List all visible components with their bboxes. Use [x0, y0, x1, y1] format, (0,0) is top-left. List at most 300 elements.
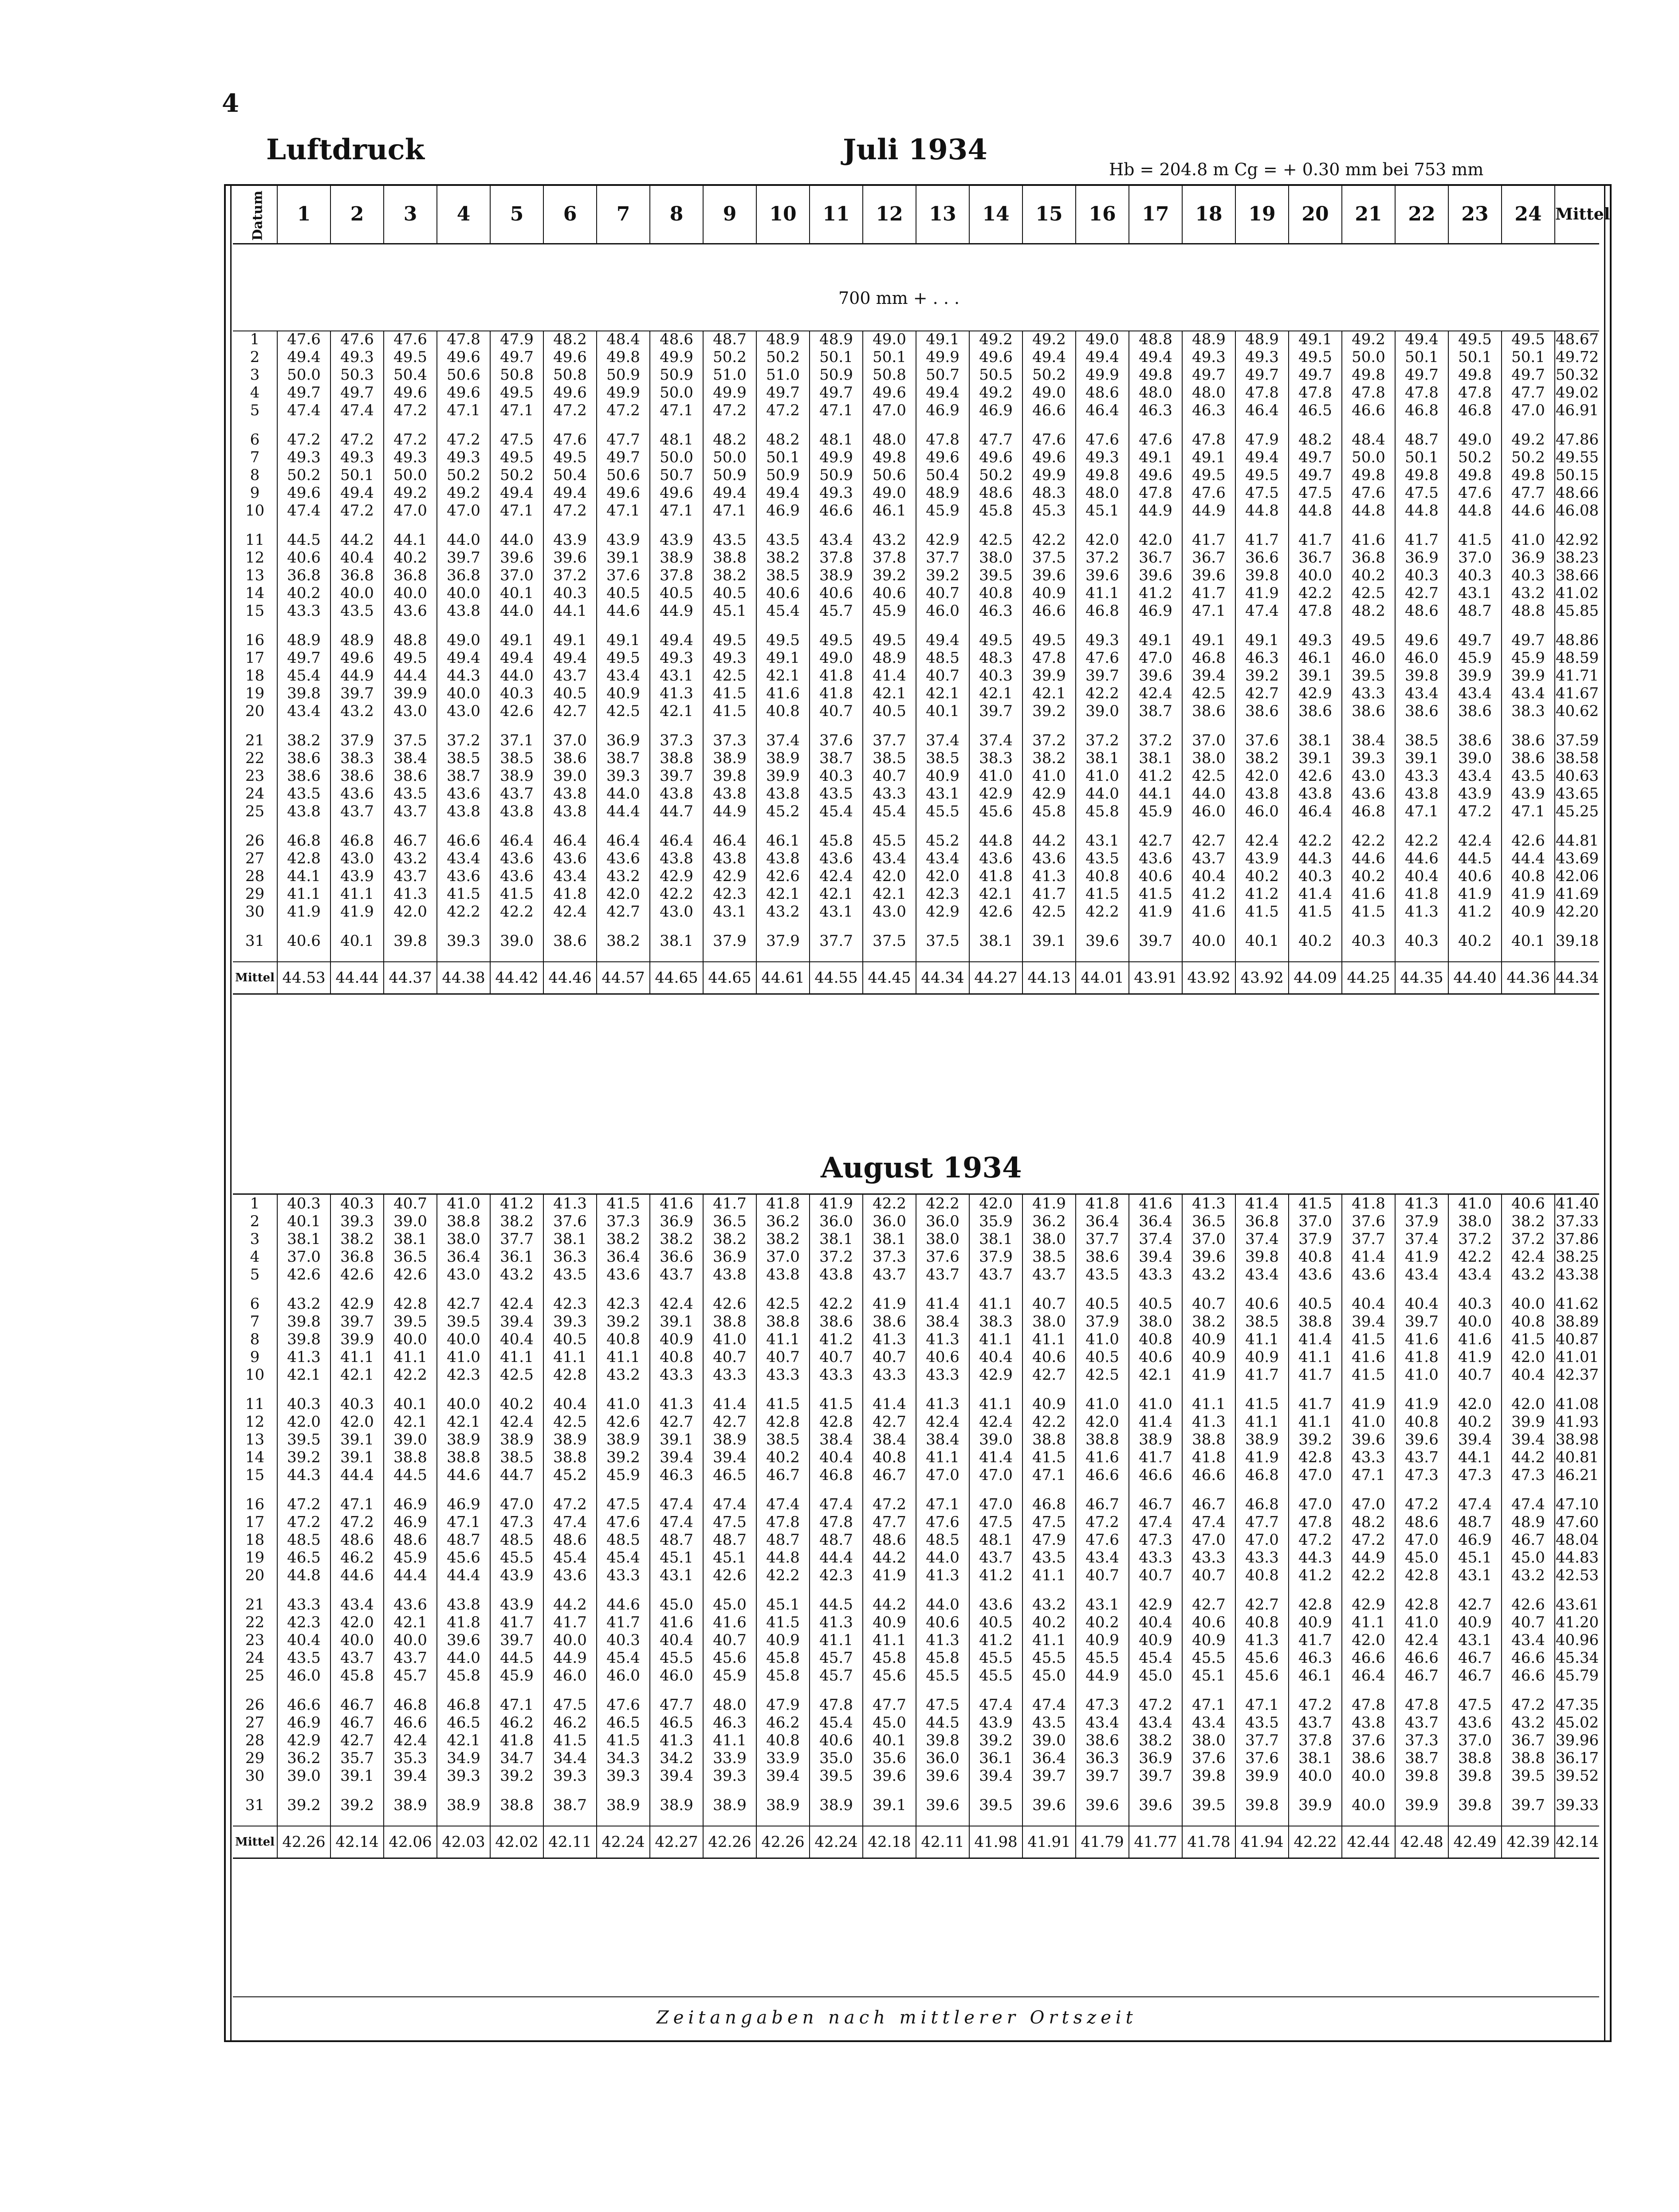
pressure-cell: 36.9	[703, 1248, 756, 1266]
pressure-cell: 38.7	[1129, 702, 1182, 720]
pressure-cell: 42.4	[1448, 832, 1502, 850]
pressure-cell: 40.2	[1448, 932, 1502, 950]
pressure-cell: 47.0	[1395, 1531, 1448, 1549]
hourly-mean-cell: 42.02	[490, 1826, 543, 1858]
gap-cell	[233, 1384, 277, 1395]
pressure-cell: 43.8	[810, 1266, 863, 1283]
pressure-cell: 48.2	[703, 431, 756, 449]
gap-cell	[1182, 1484, 1235, 1496]
pressure-cell: 51.0	[756, 366, 810, 384]
pressure-cell: 43.8	[1342, 1714, 1395, 1732]
pressure-cell: 36.7	[1129, 549, 1182, 567]
gap-cell	[916, 1283, 969, 1295]
pressure-cell: 36.8	[330, 567, 384, 584]
pressure-cell: 42.8	[277, 850, 330, 867]
pressure-cell: 37.6	[1235, 1749, 1289, 1767]
pressure-cell: 41.7	[1289, 1366, 1342, 1384]
gap-cell	[233, 950, 277, 962]
gap-cell	[330, 820, 384, 832]
pressure-cell: 43.7	[916, 1266, 969, 1283]
gap-cell	[1182, 1584, 1235, 1596]
pressure-cell: 38.1	[969, 932, 1022, 950]
pressure-cell: 40.9	[916, 767, 969, 785]
pressure-cell: 38.7	[1395, 1749, 1448, 1767]
pressure-cell: 38.6	[1448, 732, 1502, 749]
pressure-cell: 47.1	[1182, 602, 1235, 620]
gap-cell	[650, 921, 703, 932]
pressure-cell: 45.1	[1448, 1549, 1502, 1567]
pressure-cell: 49.4	[1022, 348, 1076, 366]
gap-cell	[650, 950, 703, 962]
pressure-cell: 44.4	[597, 803, 650, 820]
pressure-cell: 38.0	[1448, 1212, 1502, 1230]
pressure-cell: 49.3	[384, 449, 437, 466]
pressure-cell: 49.2	[1502, 431, 1555, 449]
daily-mean-cell: 47.86	[1555, 431, 1599, 449]
pressure-cell: 45.7	[810, 1667, 863, 1685]
pressure-cell: 38.2	[1502, 1212, 1555, 1230]
pressure-cell: 49.3	[330, 348, 384, 366]
pressure-cell: 41.6	[1395, 1330, 1448, 1348]
pressure-cell: 42.2	[1076, 685, 1129, 702]
pressure-cell: 48.7	[1395, 431, 1448, 449]
pressure-cell: 49.6	[1129, 466, 1182, 484]
pressure-cell: 45.1	[756, 1596, 810, 1614]
daily-mean-cell: 45.02	[1555, 1714, 1599, 1732]
pressure-cell: 40.6	[277, 932, 330, 950]
table-row	[233, 1330, 1599, 1348]
table-row	[233, 384, 1599, 401]
pressure-cell: 42.4	[1395, 1631, 1448, 1649]
pressure-cell: 41.0	[1022, 767, 1076, 785]
pressure-cell: 42.4	[1129, 685, 1182, 702]
gap-cell	[330, 1685, 384, 1696]
pressure-cell: 43.0	[384, 702, 437, 720]
gap-cell	[437, 1584, 490, 1596]
gap-cell	[1448, 1484, 1502, 1496]
pressure-cell: 48.1	[650, 431, 703, 449]
pressure-cell: 40.9	[1022, 1395, 1076, 1413]
pressure-cell: 49.8	[597, 348, 650, 366]
gap-cell	[1235, 1283, 1289, 1295]
pressure-cell: 49.8	[1342, 366, 1395, 384]
day-cell: 29	[245, 885, 265, 903]
gap-cell	[810, 1785, 863, 1796]
pressure-cell: 41.6	[1342, 885, 1395, 903]
pressure-cell: 40.4	[650, 1631, 703, 1649]
hourly-mean-cell: 42.06	[384, 1826, 437, 1858]
pressure-cell: 45.1	[1182, 1667, 1235, 1685]
pressure-cell: 47.8	[756, 1513, 810, 1531]
pressure-cell: 38.2	[1182, 1313, 1235, 1330]
pressure-cell: 38.9	[384, 1796, 437, 1814]
pressure-cell: 49.7	[330, 384, 384, 401]
pressure-cell: 43.3	[1342, 685, 1395, 702]
pressure-cell: 49.7	[1395, 366, 1448, 384]
pressure-cell: 48.6	[330, 1531, 384, 1549]
gap-cell	[597, 950, 650, 962]
pressure-cell: 40.4	[810, 1448, 863, 1466]
pressure-cell: 45.9	[916, 502, 969, 520]
pressure-cell: 40.3	[1448, 1295, 1502, 1313]
gap-cell	[1022, 1384, 1076, 1395]
august-data-table	[233, 1195, 1599, 1859]
pressure-cell: 40.5	[1076, 1295, 1129, 1313]
pressure-cell: 44.8	[969, 832, 1022, 850]
pressure-cell: 47.2	[384, 431, 437, 449]
pressure-cell: 36.8	[277, 567, 330, 584]
pressure-cell: 38.0	[969, 549, 1022, 567]
pressure-cell: 45.6	[1235, 1667, 1289, 1685]
gap-cell	[810, 1484, 863, 1496]
pressure-cell: 44.3	[1289, 1549, 1342, 1567]
pressure-cell: 38.8	[437, 1448, 490, 1466]
pressure-cell: 39.1	[330, 1767, 384, 1785]
pressure-cell: 50.4	[384, 366, 437, 384]
gap-cell	[1395, 720, 1448, 732]
pressure-cell: 43.7	[969, 1549, 1022, 1567]
pressure-cell: 47.3	[1502, 1466, 1555, 1484]
pressure-cell: 40.8	[863, 1448, 916, 1466]
pressure-cell: 37.2	[543, 567, 597, 584]
gap-cell	[543, 1685, 597, 1696]
daily-mean-cell: 45.79	[1555, 1667, 1599, 1685]
daily-mean-cell: 36.17	[1555, 1749, 1599, 1767]
gap-cell	[233, 921, 277, 932]
pressure-cell: 44.4	[330, 1466, 384, 1484]
gap-cell	[490, 950, 543, 962]
pressure-cell: 43.3	[650, 1366, 703, 1384]
pressure-cell: 42.4	[650, 1295, 703, 1313]
gap-cell	[650, 1814, 703, 1826]
daily-mean-cell: 48.67	[1555, 331, 1599, 348]
pressure-cell: 39.4	[490, 1313, 543, 1330]
pressure-cell: 47.4	[1502, 1496, 1555, 1513]
table-row	[233, 366, 1599, 384]
pressure-cell: 38.1	[810, 1230, 863, 1248]
pressure-cell: 49.5	[863, 631, 916, 649]
pressure-cell: 49.8	[1395, 466, 1448, 484]
pressure-cell: 46.1	[756, 832, 810, 850]
pressure-cell: 39.5	[384, 1313, 437, 1330]
pressure-cell: 41.5	[1022, 1448, 1076, 1466]
pressure-cell: 41.0	[1448, 1195, 1502, 1212]
gap-cell	[1555, 1484, 1599, 1496]
gap-cell	[1182, 1785, 1235, 1796]
gap-cell	[543, 1283, 597, 1295]
daily-mean-cell: 41.08	[1555, 1395, 1599, 1413]
pressure-cell: 38.5	[756, 567, 810, 584]
table-row	[233, 549, 1599, 567]
pressure-cell: 49.5	[490, 449, 543, 466]
pressure-cell: 46.8	[1235, 1496, 1289, 1513]
pressure-cell: 37.7	[916, 549, 969, 567]
pressure-cell: 49.3	[810, 484, 863, 502]
day-cell: 11	[245, 1395, 265, 1413]
pressure-cell: 36.6	[650, 1248, 703, 1266]
pressure-cell: 39.8	[1448, 1767, 1502, 1785]
pressure-cell: 41.2	[1129, 767, 1182, 785]
pressure-cell: 47.1	[1022, 1466, 1076, 1484]
pressure-cell: 39.2	[969, 1732, 1022, 1749]
pressure-cell: 49.4	[437, 649, 490, 667]
pressure-cell: 49.5	[1022, 631, 1076, 649]
pressure-cell: 37.5	[916, 932, 969, 950]
gap-cell	[863, 1785, 916, 1796]
gap-cell	[597, 1484, 650, 1496]
pressure-cell: 46.6	[1022, 401, 1076, 419]
pressure-cell: 46.5	[597, 1714, 650, 1732]
pressure-cell: 40.5	[597, 584, 650, 602]
pressure-cell: 44.6	[437, 1466, 490, 1484]
pressure-cell: 39.6	[1076, 932, 1129, 950]
pressure-cell: 40.8	[1076, 867, 1129, 885]
day-cell: 6	[250, 431, 260, 449]
pressure-cell: 36.6	[1235, 549, 1289, 567]
gap-cell	[1502, 1384, 1555, 1395]
table-row	[233, 1248, 1599, 1266]
pressure-cell: 42.7	[1182, 1596, 1235, 1614]
pressure-cell: 40.3	[969, 667, 1022, 685]
pressure-cell: 44.3	[437, 667, 490, 685]
pressure-cell: 43.3	[277, 602, 330, 620]
daily-mean-cell: 43.69	[1555, 850, 1599, 867]
pressure-cell: 44.8	[1395, 502, 1448, 520]
pressure-cell: 46.4	[1235, 401, 1289, 419]
pressure-cell: 47.2	[330, 1513, 384, 1531]
pressure-cell: 43.6	[810, 850, 863, 867]
hourly-mean-cell: 42.44	[1342, 1826, 1395, 1858]
pressure-cell: 42.2	[810, 1295, 863, 1313]
pressure-cell: 41.1	[969, 1395, 1022, 1413]
pressure-cell: 41.6	[1182, 903, 1235, 921]
pressure-cell: 42.8	[1289, 1596, 1342, 1614]
pressure-cell: 47.2	[756, 401, 810, 419]
row-gap	[233, 921, 1599, 932]
pressure-cell: 37.9	[1076, 1313, 1129, 1330]
pressure-cell: 47.8	[437, 331, 490, 348]
pressure-cell: 41.3	[650, 685, 703, 702]
pressure-cell: 48.4	[1342, 431, 1395, 449]
pressure-cell: 49.6	[969, 449, 1022, 466]
pressure-cell: 43.6	[490, 867, 543, 885]
hourly-mean-cell: 41.94	[1235, 1826, 1289, 1858]
pressure-cell: 39.7	[490, 1631, 543, 1649]
hour-header: 15	[1022, 185, 1076, 244]
hourly-mean-cell: 41.98	[969, 1826, 1022, 1858]
pressure-cell: 43.5	[1235, 1714, 1289, 1732]
pressure-cell: 41.3	[1182, 1195, 1235, 1212]
pressure-cell: 39.3	[437, 1767, 490, 1785]
pressure-cell: 48.8	[1502, 602, 1555, 620]
pressure-cell: 49.7	[1235, 366, 1289, 384]
gap-cell	[810, 419, 863, 431]
pressure-cell: 38.9	[1235, 1431, 1289, 1448]
gap-cell	[916, 1484, 969, 1496]
pressure-cell: 43.6	[1129, 850, 1182, 867]
pressure-cell: 40.7	[863, 767, 916, 785]
gap-cell	[756, 1785, 810, 1796]
pressure-cell: 41.8	[810, 667, 863, 685]
gap-cell	[1022, 520, 1076, 531]
pressure-cell: 37.6	[1342, 1732, 1395, 1749]
pressure-cell: 38.5	[863, 749, 916, 767]
pressure-cell: 38.0	[1182, 1732, 1235, 1749]
pressure-cell: 50.7	[650, 466, 703, 484]
gap-cell	[969, 1785, 1022, 1796]
pressure-cell: 43.4	[1395, 1266, 1448, 1283]
pressure-cell: 42.6	[703, 1295, 756, 1313]
pressure-cell: 37.8	[810, 549, 863, 567]
pressure-cell: 40.8	[1129, 1330, 1182, 1348]
gap-cell	[1289, 921, 1342, 932]
pressure-cell: 38.5	[1395, 732, 1448, 749]
pressure-cell: 40.1	[916, 702, 969, 720]
pressure-cell: 40.5	[1076, 1348, 1129, 1366]
daily-mean-cell: 45.25	[1555, 803, 1599, 820]
pressure-cell: 46.2	[490, 1714, 543, 1732]
gap-cell	[1022, 820, 1076, 832]
pressure-cell: 50.0	[277, 366, 330, 384]
pressure-cell: 49.5	[1289, 348, 1342, 366]
gap-cell	[277, 1484, 330, 1496]
pressure-cell: 40.4	[1395, 1295, 1448, 1313]
pressure-cell: 43.1	[1076, 832, 1129, 850]
pressure-cell: 40.3	[1342, 932, 1395, 950]
gap-cell	[916, 620, 969, 631]
gap-cell	[703, 921, 756, 932]
pressure-cell: 41.4	[1289, 885, 1342, 903]
gap-cell	[650, 720, 703, 732]
pressure-cell: 50.2	[1502, 449, 1555, 466]
pressure-cell: 37.5	[863, 932, 916, 950]
gap-cell	[1502, 1283, 1555, 1295]
row-gap	[233, 1283, 1599, 1295]
day-cell: 14	[245, 1448, 265, 1466]
pressure-cell: 47.0	[1129, 649, 1182, 667]
pressure-cell: 44.0	[490, 602, 543, 620]
pressure-cell: 40.7	[916, 584, 969, 602]
pressure-cell: 37.6	[1182, 1749, 1235, 1767]
pressure-cell: 40.6	[916, 1348, 969, 1366]
pressure-cell: 38.4	[384, 749, 437, 767]
pressure-cell: 48.7	[703, 331, 756, 348]
pressure-cell: 49.7	[277, 649, 330, 667]
pressure-cell: 43.2	[1502, 1714, 1555, 1732]
pressure-cell: 49.4	[277, 348, 330, 366]
gap-cell	[916, 419, 969, 431]
pressure-cell: 41.0	[1502, 531, 1555, 549]
pressure-cell: 48.5	[597, 1531, 650, 1549]
pressure-cell: 39.0	[969, 1431, 1022, 1448]
pressure-cell: 37.9	[969, 1248, 1022, 1266]
pressure-cell: 47.5	[1395, 484, 1448, 502]
pressure-cell: 42.1	[756, 667, 810, 685]
pressure-cell: 38.5	[1235, 1313, 1289, 1330]
pressure-cell: 39.6	[916, 1796, 969, 1814]
pressure-cell: 41.2	[490, 1195, 543, 1212]
gap-cell	[1289, 419, 1342, 431]
pressure-cell: 40.9	[1289, 1614, 1342, 1631]
gap-cell	[756, 1814, 810, 1826]
pressure-cell: 47.7	[1502, 484, 1555, 502]
pressure-cell: 36.5	[703, 1212, 756, 1230]
pressure-cell: 46.8	[1076, 602, 1129, 620]
pressure-cell: 43.8	[490, 803, 543, 820]
pressure-cell: 38.9	[437, 1431, 490, 1448]
pressure-cell: 42.2	[756, 1567, 810, 1584]
table-row	[233, 1614, 1599, 1631]
pressure-cell: 40.9	[1182, 1631, 1235, 1649]
pressure-cell: 41.3	[650, 1732, 703, 1749]
pressure-cell: 38.1	[1129, 749, 1182, 767]
table-row	[233, 1266, 1599, 1283]
gap-cell	[969, 1384, 1022, 1395]
pressure-cell: 43.4	[1182, 1714, 1235, 1732]
pressure-cell: 46.7	[756, 1466, 810, 1484]
gap-cell	[863, 820, 916, 832]
pressure-cell: 45.1	[1076, 502, 1129, 520]
daily-mean-cell: 41.20	[1555, 1614, 1599, 1631]
day-cell: 19	[245, 685, 265, 702]
gap-cell	[1235, 950, 1289, 962]
pressure-cell: 47.7	[650, 1696, 703, 1714]
gap-cell	[1342, 620, 1395, 631]
pressure-cell: 38.4	[916, 1313, 969, 1330]
pressure-cell: 40.3	[1289, 867, 1342, 885]
table-row	[233, 567, 1599, 584]
pressure-cell: 33.9	[703, 1749, 756, 1767]
gap-cell	[969, 1685, 1022, 1696]
pressure-cell: 35.9	[969, 1212, 1022, 1230]
pressure-cell: 40.4	[1129, 1614, 1182, 1631]
hour-header: 1	[277, 185, 330, 244]
hourly-mean-cell: 44.46	[543, 962, 597, 994]
pressure-cell: 42.6	[703, 1567, 756, 1584]
table-row	[233, 649, 1599, 667]
pressure-cell: 41.7	[543, 1614, 597, 1631]
pressure-cell: 39.4	[1502, 1431, 1555, 1448]
hourly-mean-cell: 41.78	[1182, 1826, 1235, 1858]
pressure-cell: 43.7	[863, 1266, 916, 1283]
pressure-cell: 49.9	[597, 384, 650, 401]
pressure-cell: 48.1	[969, 1531, 1022, 1549]
gap-cell	[1289, 1384, 1342, 1395]
pressure-cell: 46.6	[277, 1696, 330, 1714]
pressure-cell: 47.2	[1289, 1531, 1342, 1549]
day-cell: 28	[245, 867, 265, 885]
pressure-cell: 49.3	[437, 449, 490, 466]
pressure-cell: 47.7	[969, 431, 1022, 449]
pressure-cell: 40.5	[863, 702, 916, 720]
pressure-cell: 47.1	[490, 401, 543, 419]
pressure-cell: 42.0	[597, 885, 650, 903]
pressure-cell: 49.6	[916, 449, 969, 466]
pressure-cell: 39.6	[1182, 567, 1235, 584]
gap-cell	[703, 1814, 756, 1826]
pressure-cell: 46.7	[330, 1696, 384, 1714]
table-row	[233, 431, 1599, 449]
gap-cell	[1502, 1584, 1555, 1596]
pressure-cell: 40.2	[277, 584, 330, 602]
pressure-cell: 49.5	[384, 348, 437, 366]
gap-cell	[1289, 820, 1342, 832]
pressure-cell: 46.0	[1342, 649, 1395, 667]
daily-mean-cell: 46.91	[1555, 401, 1599, 419]
daily-mean-cell: 42.20	[1555, 903, 1599, 921]
pressure-cell: 41.3	[1022, 867, 1076, 885]
pressure-cell: 41.0	[1395, 1614, 1448, 1631]
